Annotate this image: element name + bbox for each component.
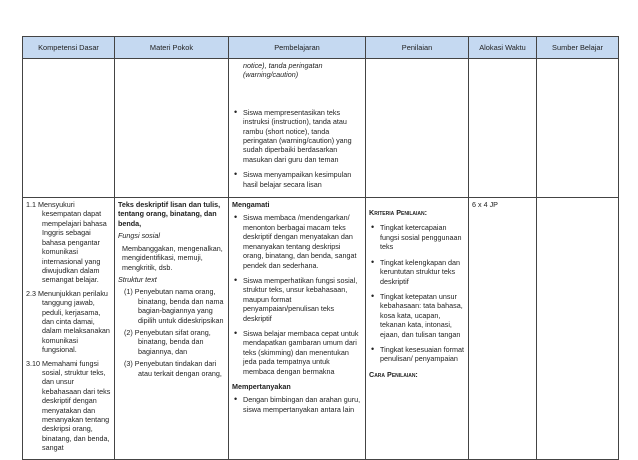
- list-item: • Siswa memperhatikan fungsi sosial, struktur teks, unsur kebahasaan, maupun format penyampaian/penulisan teks deskriptif: [232, 276, 362, 323]
- mempertanyakan-heading: Mempertanyakan: [232, 381, 291, 391]
- header-sumber-belajar: Sumber Belajar: [537, 37, 619, 59]
- fungsi-sosial-text: Membanggakan, mengenalkan, mengidentifikasi, memuji, mengkritik, dsb.: [122, 243, 223, 272]
- kriteria-list: [369, 223, 465, 363]
- list-item: • Tingkat kelengkapan dan keruntutan struktur teks deskriptif: [369, 258, 465, 286]
- kd-item: 1.1 Mensyukuri kesempatan dapat mempelajari bahasa Inggris sebagai bahasa pengantar komunikasi internasional yang diwujudkan dalam semangat belajar.: [26, 200, 107, 285]
- cara-penilaian-heading: Cara Penilaian:: [369, 369, 418, 379]
- cell-penilaian: [366, 198, 469, 460]
- pembelajaran-list: [232, 108, 362, 189]
- header-penilaian: Penilaian: [366, 37, 469, 59]
- fungsi-sosial-heading: Fungsi sosial: [118, 231, 160, 241]
- kriteria-penilaian-heading: Kriteria Penilaian:: [369, 208, 427, 218]
- kd-item: 2.3 Menunjukkan perilaku tanggung jawab, peduli, kerjasama, dan cinta damai, dalam melaksanakan komunikasi fungsional.: [26, 288, 110, 355]
- cell-alokasi: 6 x 4 JP: [469, 198, 537, 460]
- mengamati-list: [232, 213, 362, 376]
- cell-pembelajaran: [229, 198, 366, 460]
- pembelajaran-continued-text: notice), tanda peringatan (warning/caution): [243, 61, 323, 80]
- cell-materi: [115, 59, 229, 198]
- cell-alokasi: [469, 59, 537, 198]
- list-item: • Tingkat ketepatan unsur kebahasaan: tata bahasa, kosa kata, ucapan, tekanan kata, intonasi, ejaan, dan tulisan tangan: [369, 292, 465, 339]
- header-pembelajaran: Pembelajaran: [229, 37, 366, 59]
- list-item: • Siswa belajar membaca cepat untuk mendapatkan gambaran umum dari teks (skimming) dan menentukan jeda pada tempatnya untuk membaca dengan bermakna: [232, 329, 362, 376]
- mempertanyakan-list: [232, 395, 362, 414]
- mengamati-heading: Mengamati: [232, 200, 270, 210]
- cell-pembelajaran: [229, 59, 366, 198]
- syllabus-table: [22, 36, 619, 460]
- cell-materi: [115, 198, 229, 460]
- header-kompetensi-dasar: Kompetensi Dasar: [23, 37, 115, 59]
- list-item: (2) Penyebutan sifat orang, binatang, benda dan bagiannya, dan: [124, 327, 211, 356]
- header-row: [23, 37, 619, 59]
- list-item: • Tingkat ketercapaian fungsi sosial penggunaan teks: [369, 223, 465, 251]
- list-item: • Siswa mempresentasikan teks instruksi (instruction), tanda atau rambu (short notice), tanda peringatan (warning/caution) yang sudah diperbaiki berdasarkan masukan dari guru dan teman: [232, 108, 362, 164]
- list-item: (3) Penyebutan tindakan dari atau terkait dengan orang,: [124, 359, 222, 378]
- cell-penilaian: [366, 59, 469, 198]
- table-row: [23, 198, 619, 460]
- cell-kd: [23, 198, 115, 460]
- list-item: • Siswa menyampaikan kesimpulan hasil belajar secara lisan: [232, 170, 362, 189]
- list-item: • Dengan bimbingan dan arahan guru, siswa mempertanyakan antara lain: [232, 395, 362, 414]
- cell-sumber: [537, 59, 619, 198]
- header-alokasi-waktu: Alokasi Waktu: [469, 37, 537, 59]
- header-materi-pokok: Materi Pokok: [115, 37, 229, 59]
- table-row: [23, 59, 619, 198]
- list-item: (1) Penyebutan nama orang, binatang, benda dan nama bagian-bagiannya yang dipilih untuk dideskripsikan: [124, 287, 224, 325]
- struktur-teks-heading: Struktur text: [118, 274, 157, 284]
- cell-kd: [23, 59, 115, 198]
- kd-item: 3.10 Memahami fungsi sosial, struktur teks, dan unsur kebahasaan dari teks deskriptif dengan menyatakan dan menanyakan tentang deskripsi orang, binatang, dan benda, sangat: [26, 358, 111, 453]
- cell-sumber: [537, 198, 619, 460]
- list-item: • Tingkat kesesuaian format penulisan/ penyampaian: [369, 345, 465, 364]
- list-item: • Siswa membaca /mendengarkan/ menonton berbagai macam teks deskriptif dengan menyatakan dan menanyakan tentang deskripsi orang, binatang, dan benda, sangat pendek dan sederhana.: [232, 213, 362, 269]
- materi-title: Teks deskriptif lisan dan tulis, tentang orang, binatang, dan benda,: [118, 200, 221, 228]
